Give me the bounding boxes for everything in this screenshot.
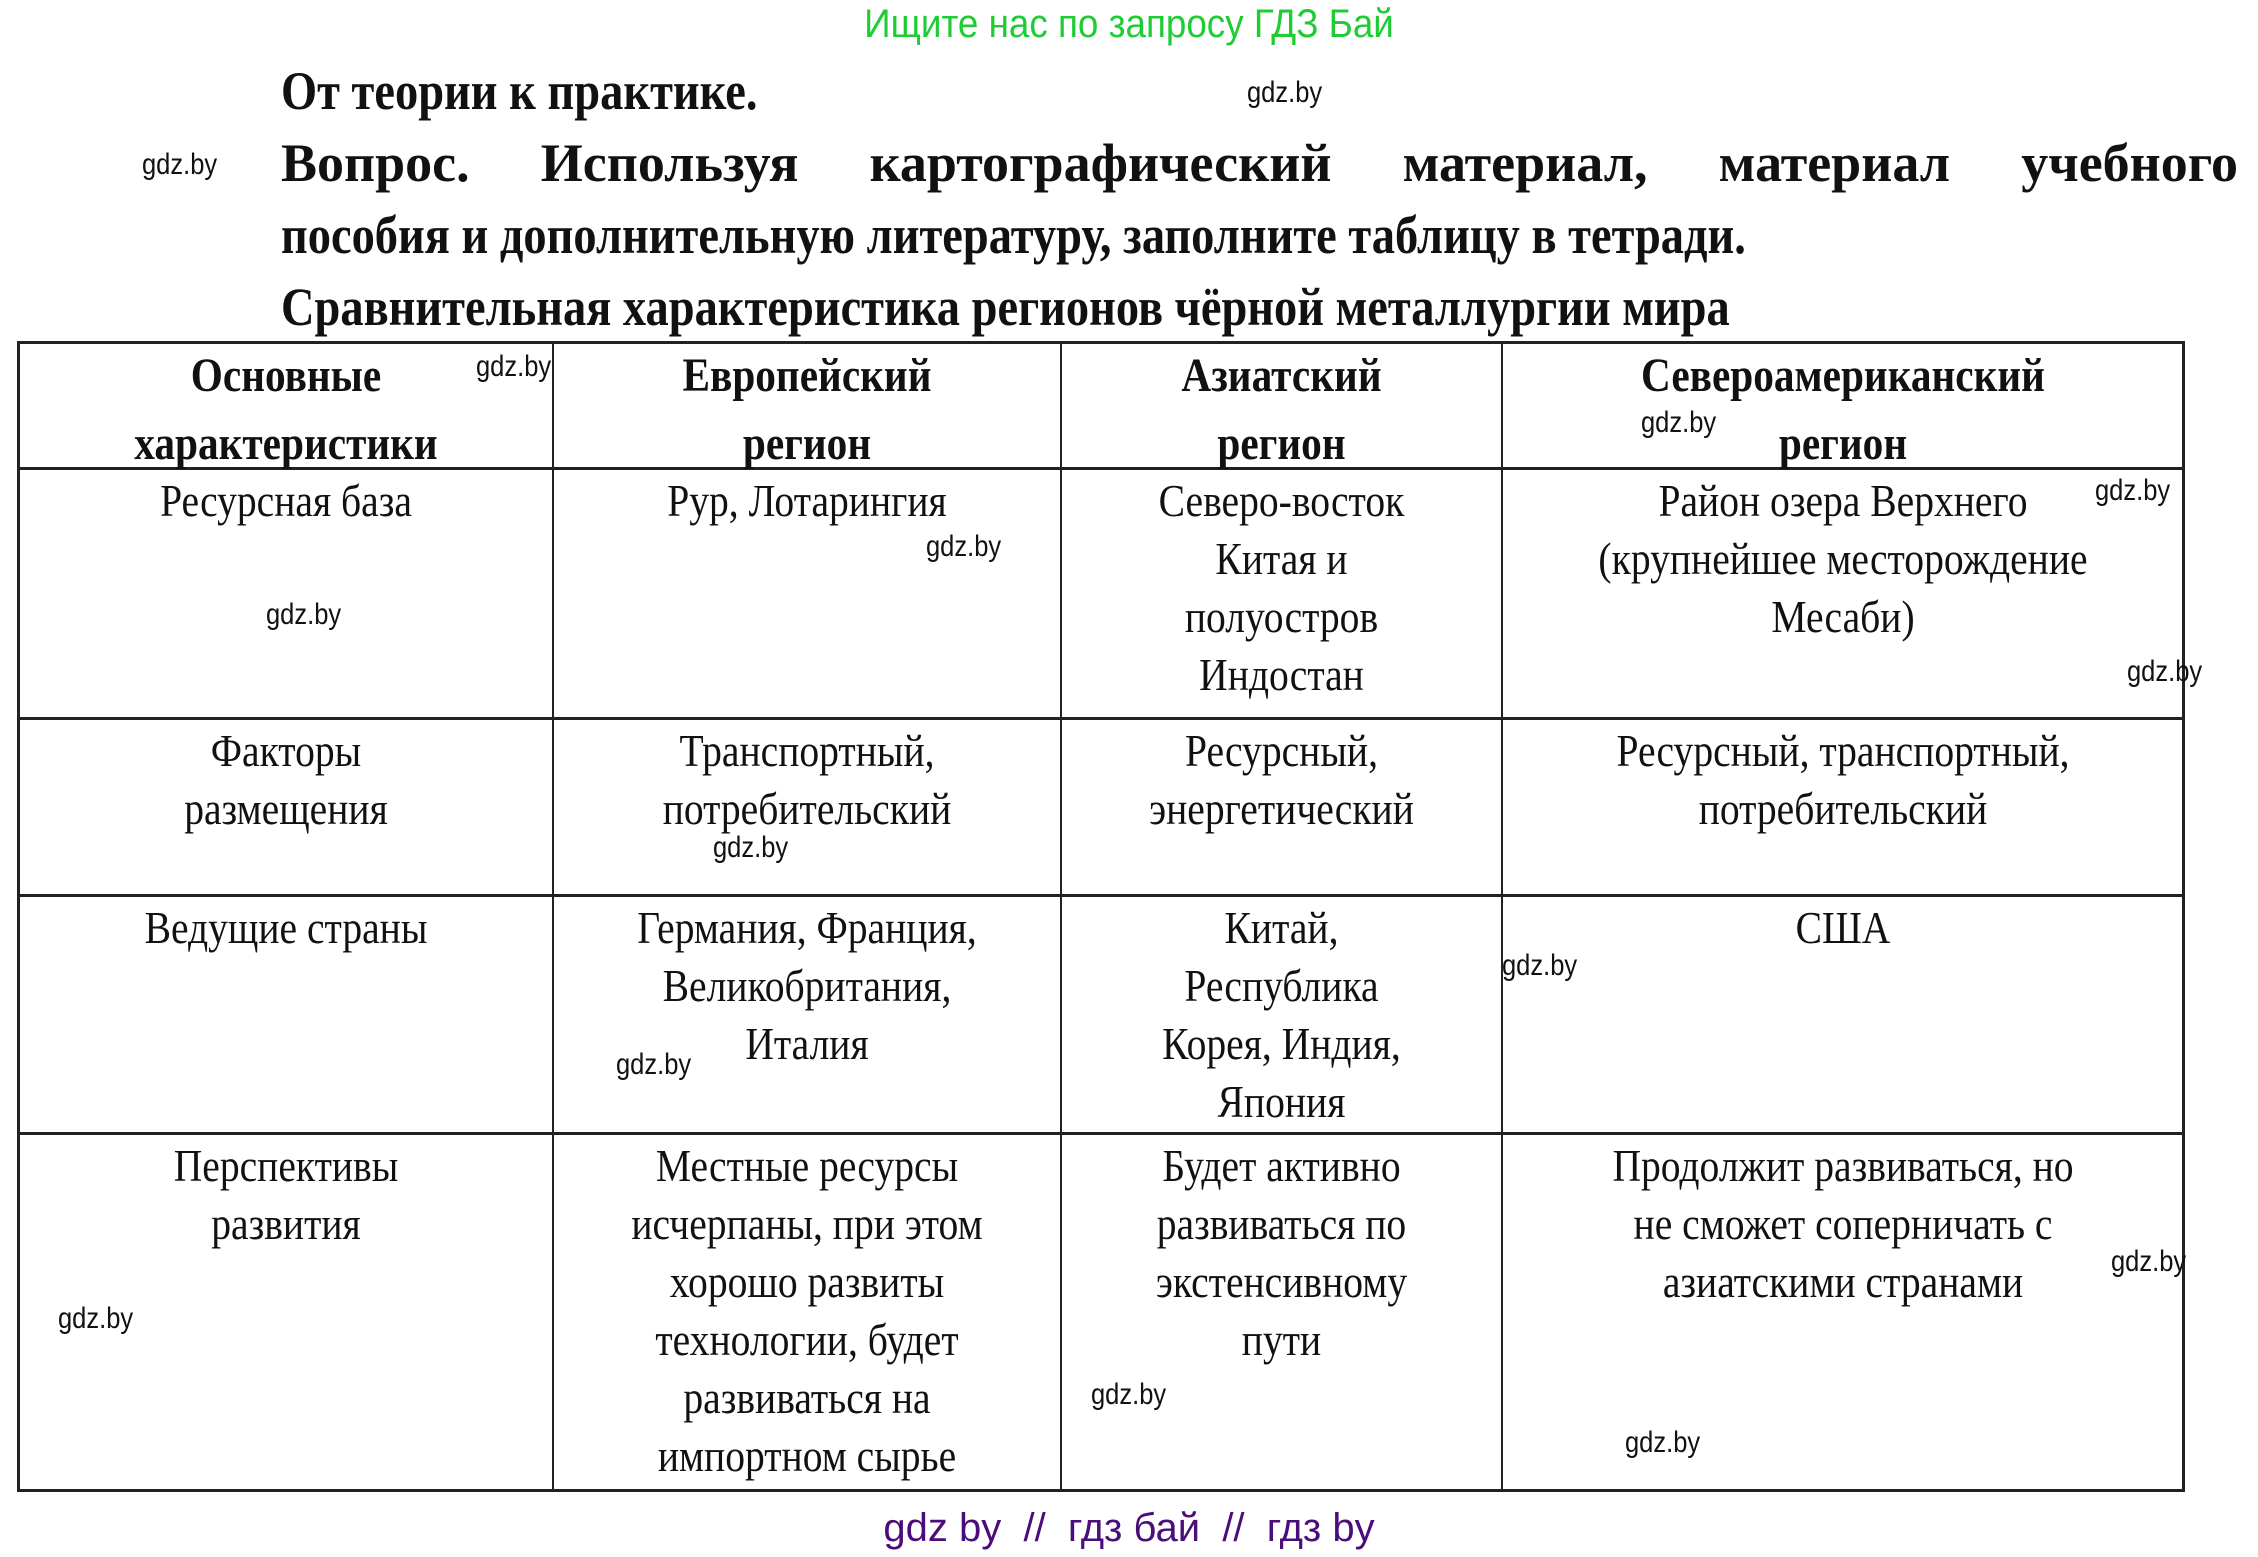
header-line: Основные <box>190 349 382 402</box>
cell-line: Индостан <box>1199 649 1364 700</box>
header-line: характеристики <box>134 417 438 470</box>
cell-north-america-resource-base <box>1503 472 2183 646</box>
question-word: Вопрос. <box>281 133 470 193</box>
cell-asia-leading-countries <box>1062 899 1501 1131</box>
question-word: учебного <box>2021 133 2238 193</box>
watermark: gdz.by <box>2095 474 2171 507</box>
cell-line: развиваться на <box>683 1372 931 1423</box>
cell-line: размещения <box>184 783 388 834</box>
watermark: gdz.by <box>1625 1426 1701 1459</box>
cell-line: Республика <box>1184 960 1379 1011</box>
cell-line: пути <box>1241 1314 1322 1365</box>
watermark: gdz.by <box>58 1302 134 1335</box>
cell-line: экстенсивному <box>1155 1256 1408 1307</box>
row-label-leading-countries <box>20 899 552 957</box>
cell-line: Рур, Лотарингия <box>667 475 947 526</box>
watermark: gdz.by <box>926 530 1002 563</box>
cell-line: энергетический <box>1149 783 1414 834</box>
cell-line: Ресурсный, <box>1184 725 1378 776</box>
cell-line: Великобритания, <box>662 960 952 1011</box>
search-banner: Ищите нас по запросу ГДЗ Бай <box>864 2 1394 46</box>
cell-line: Местные ресурсы <box>655 1140 959 1191</box>
watermark: gdz.by <box>1641 406 1717 439</box>
cell-line: не сможет соперничать с <box>1633 1198 2053 1249</box>
cell-line: полуостров <box>1184 591 1379 642</box>
watermark: gdz.by <box>142 148 218 181</box>
cell-line: Месаби) <box>1771 591 1915 642</box>
cell-line: Италия <box>745 1018 869 1069</box>
cell-line: технологии, будет <box>655 1314 959 1365</box>
header-line: Азиатский <box>1181 349 1382 402</box>
cell-europe-location-factors <box>554 722 1060 838</box>
header-line: регион <box>1217 417 1346 470</box>
cell-europe-development-prospects <box>554 1137 1060 1485</box>
header-north-america <box>1503 342 2183 478</box>
cell-line: Ресурсный, транспортный, <box>1616 725 2070 776</box>
header-characteristics <box>20 342 552 478</box>
cell-north-america-leading-countries <box>1503 899 2183 957</box>
table-title: Сравнительная характеристика регионов чёрной металлургии мира <box>281 277 1730 337</box>
watermark: gdz.by <box>476 350 552 383</box>
cell-line: развития <box>211 1198 361 1249</box>
watermark: gdz.by <box>713 831 789 864</box>
question-word: материал, <box>1402 133 1648 193</box>
cell-line: хорошо развиты <box>669 1256 945 1307</box>
cell-line: исчерпаны, при этом <box>631 1198 983 1249</box>
cell-line: Ресурсная база <box>160 475 412 526</box>
table-divider <box>17 717 2185 720</box>
table-divider <box>17 1132 2185 1135</box>
footer-links: gdz by // гдз бай // гдз by <box>883 1506 1375 1550</box>
question-word: материал <box>1718 133 1951 193</box>
cell-line: Продолжит развиваться, но <box>1612 1140 2074 1191</box>
cell-line: потребительский <box>662 783 952 834</box>
watermark: gdz.by <box>2127 655 2203 688</box>
cell-line: Северо-восток <box>1158 475 1405 526</box>
question-line-1 <box>281 132 2238 194</box>
section-title: От теории к практике. <box>281 61 758 121</box>
cell-line: развиваться по <box>1156 1198 1407 1249</box>
header-line: Европейский <box>682 349 932 402</box>
row-label-development-prospects <box>20 1137 552 1253</box>
cell-line: импортном сырье <box>657 1430 957 1481</box>
cell-line: (крупнейшее месторождение <box>1598 533 2088 584</box>
cell-line: азиатскими странами <box>1662 1256 2024 1307</box>
cell-line: Германия, Франция, <box>637 902 977 953</box>
question-line-2: пособия и дополнительную литературу, заполните таблицу в тетради. <box>281 205 1746 265</box>
watermark: gdz.by <box>1502 949 1578 982</box>
cell-north-america-location-factors <box>1503 722 2183 838</box>
cell-line: Факторы <box>210 725 362 776</box>
cell-line: Ведущие страны <box>144 902 428 953</box>
header-line: регион <box>742 417 872 470</box>
header-line: Североамериканский <box>1641 349 2045 402</box>
row-label-resource-base <box>20 472 552 530</box>
header-asia <box>1062 342 1501 478</box>
row-label-location-factors <box>20 722 552 838</box>
cell-line: Транспортный, <box>679 725 935 776</box>
cell-line: США <box>1795 902 1891 953</box>
table-divider <box>17 894 2185 897</box>
cell-asia-development-prospects <box>1062 1137 1501 1369</box>
cell-asia-resource-base <box>1062 472 1501 704</box>
cell-line: потребительский <box>1698 783 1988 834</box>
question-word: Используя <box>540 133 799 193</box>
watermark: gdz.by <box>2111 1245 2187 1278</box>
watermark: gdz.by <box>266 598 342 631</box>
cell-line: Корея, Индия, <box>1162 1018 1401 1069</box>
cell-line: Район озера Верхнего <box>1658 475 2028 526</box>
header-europe <box>554 342 1060 478</box>
header-line: регион <box>1778 417 1908 470</box>
cell-line: Будет активно <box>1162 1140 1401 1191</box>
cell-europe-leading-countries <box>554 899 1060 1073</box>
watermark: gdz.by <box>1091 1378 1167 1411</box>
cell-line: Китай, <box>1224 902 1339 953</box>
cell-asia-location-factors <box>1062 722 1501 838</box>
watermark: gdz.by <box>1247 76 1323 109</box>
cell-line: Перспективы <box>173 1140 399 1191</box>
cell-europe-resource-base <box>554 472 1060 530</box>
cell-line: Китая и <box>1215 533 1348 584</box>
watermark: gdz.by <box>616 1048 692 1081</box>
cell-north-america-development-prospects <box>1503 1137 2183 1311</box>
cell-line: Япония <box>1217 1076 1346 1127</box>
question-word: картографический <box>869 133 1332 193</box>
